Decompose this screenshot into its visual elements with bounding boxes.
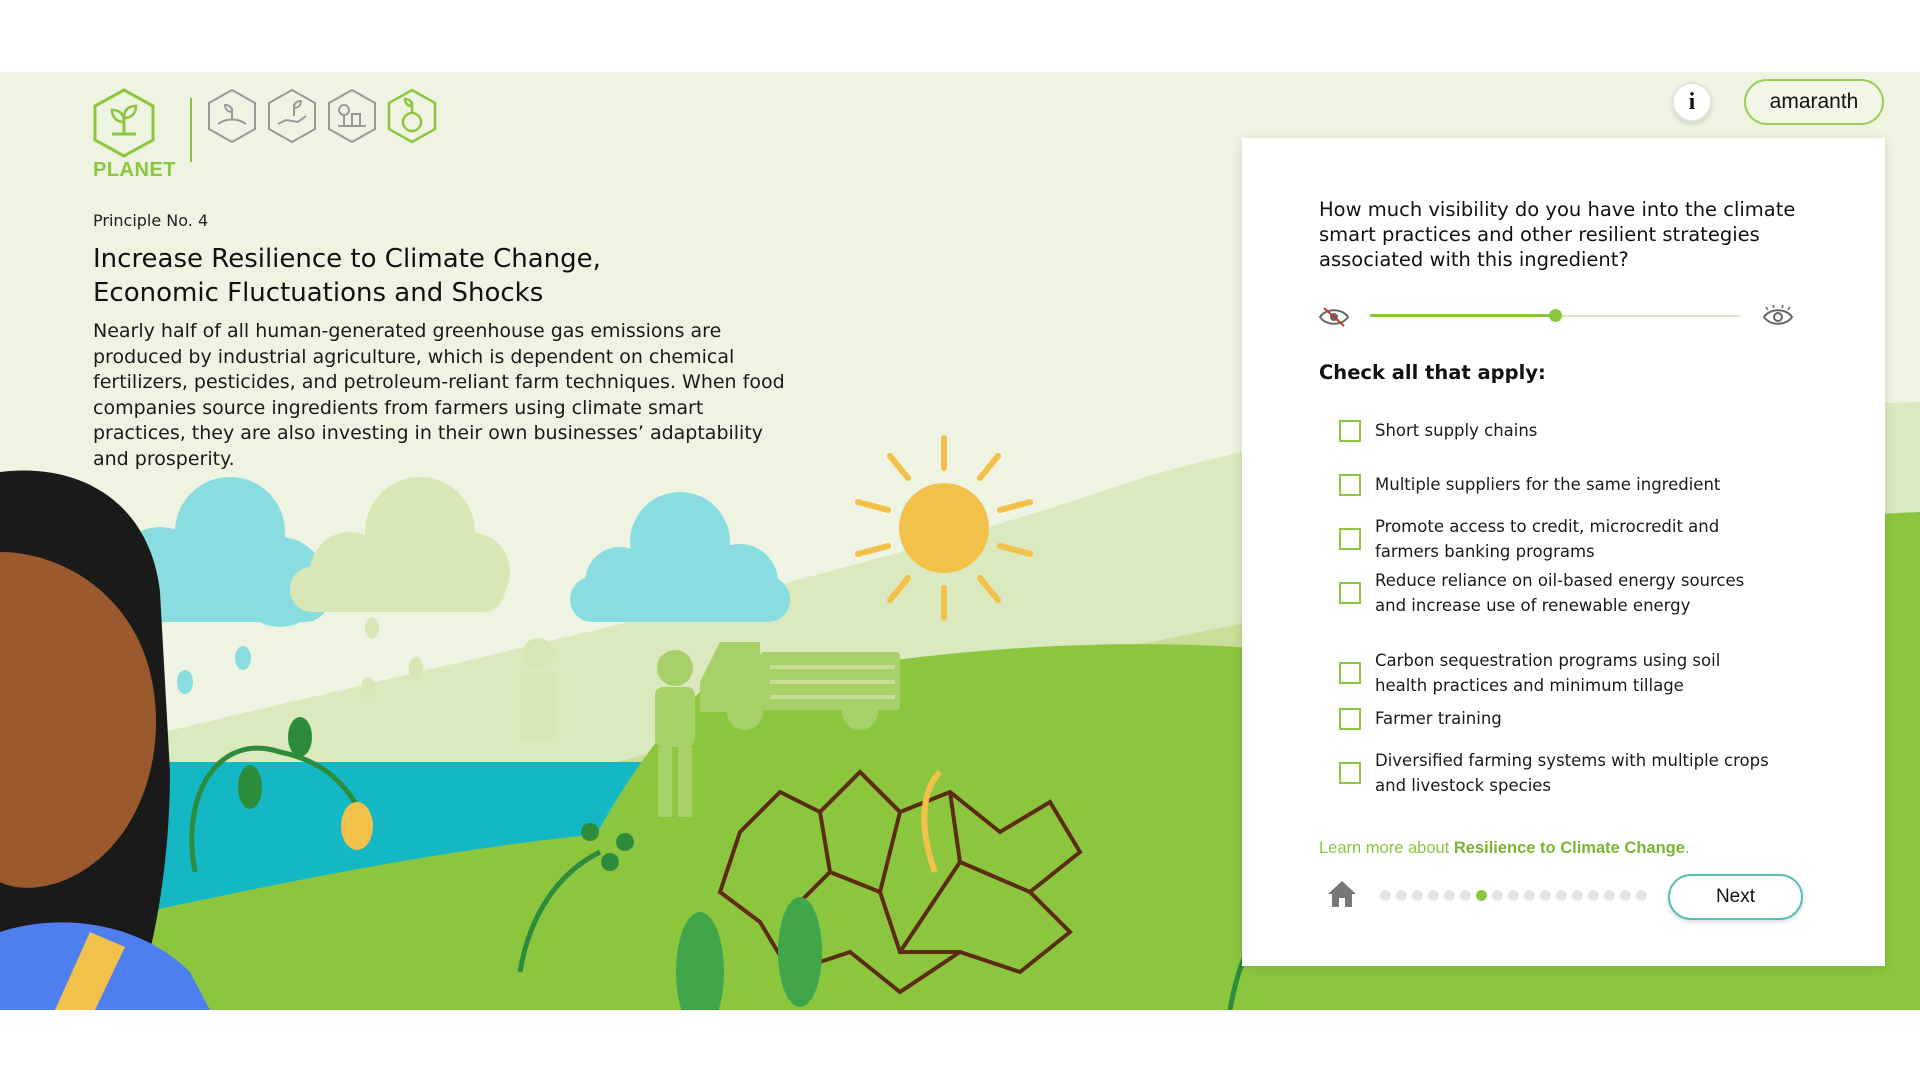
info-button[interactable]: i bbox=[1672, 82, 1712, 122]
progress-dot bbox=[1540, 890, 1551, 901]
learn-more-text bbox=[1319, 839, 1690, 858]
progress-dot bbox=[1620, 890, 1631, 901]
checkbox[interactable] bbox=[1339, 662, 1361, 684]
progress-dot bbox=[1556, 890, 1567, 901]
hand-plant-icon[interactable] bbox=[266, 88, 318, 144]
progress-dots bbox=[1380, 890, 1647, 901]
check-heading: Check all that apply: bbox=[1319, 361, 1546, 384]
next-button[interactable]: Next bbox=[1668, 874, 1803, 920]
option-label: Farmer training bbox=[1375, 709, 1502, 728]
progress-dot bbox=[1444, 890, 1455, 901]
principle-number: Principle No. 4 bbox=[93, 211, 209, 230]
option-label: Promote access to credit, microcredit and farmers banking programs bbox=[1375, 517, 1720, 561]
progress-dot bbox=[1492, 890, 1503, 901]
user-ingredient-button[interactable]: amaranth bbox=[1744, 79, 1884, 125]
progress-dot bbox=[1380, 890, 1391, 901]
option-access-to-credit[interactable] bbox=[1339, 514, 1809, 564]
options-list[interactable] bbox=[1339, 418, 1809, 828]
progress-dot bbox=[1508, 890, 1519, 901]
visibility-question: How much visibility do you have into the climate smart practices and other resilient strategies associated with this ingredient? bbox=[1319, 198, 1796, 271]
question-card bbox=[1242, 138, 1885, 966]
progress-dot bbox=[1588, 890, 1599, 901]
slider-thumb[interactable] bbox=[1549, 309, 1562, 322]
learn-more-prefix: Learn more about bbox=[1319, 839, 1454, 857]
progress-dot bbox=[1428, 890, 1439, 901]
option-label: Short supply chains bbox=[1375, 421, 1538, 440]
header-divider bbox=[190, 98, 192, 162]
option-carbon-sequestration[interactable] bbox=[1339, 648, 1809, 698]
progress-dot bbox=[1412, 890, 1423, 901]
option-label: Multiple suppliers for the same ingredient bbox=[1375, 475, 1721, 494]
progress-dot bbox=[1460, 890, 1471, 901]
checkbox[interactable] bbox=[1339, 528, 1361, 550]
principle-title: Increase Resilience to Climate Change, Economic Fluctuations and Shocks bbox=[93, 244, 601, 308]
progress-dot bbox=[1572, 890, 1583, 901]
progress-dot bbox=[1636, 890, 1647, 901]
learn-more-suffix: . bbox=[1684, 839, 1690, 857]
eye-slash-icon bbox=[1318, 304, 1350, 330]
planet-seedling-logo-icon[interactable] bbox=[92, 88, 156, 158]
section-label: PLANET bbox=[93, 159, 176, 181]
home-icon[interactable] bbox=[1326, 879, 1358, 909]
farm-field-icon[interactable] bbox=[326, 88, 378, 144]
plant-globe-icon[interactable] bbox=[386, 88, 438, 144]
progress-dot bbox=[1604, 890, 1615, 901]
option-label: Diversified farming systems with multiple crops and livestock species bbox=[1375, 751, 1769, 795]
eye-icon bbox=[1762, 304, 1794, 330]
checkbox[interactable] bbox=[1339, 582, 1361, 604]
option-label: Reduce reliance on oil-based energy sources and increase use of renewable energy bbox=[1375, 571, 1745, 615]
progress-dot-active bbox=[1476, 890, 1487, 901]
option-diversified-farming[interactable] bbox=[1339, 748, 1809, 798]
slider-fill bbox=[1370, 314, 1555, 317]
seedling-soil-icon[interactable] bbox=[206, 88, 258, 144]
option-label: Carbon sequestration programs using soil health practices and minimum tillage bbox=[1375, 651, 1721, 695]
option-renewable-energy[interactable] bbox=[1339, 568, 1809, 618]
checkbox[interactable] bbox=[1339, 708, 1361, 730]
visibility-slider[interactable] bbox=[1318, 302, 1798, 332]
checkbox[interactable] bbox=[1339, 474, 1361, 496]
checkbox[interactable] bbox=[1339, 762, 1361, 784]
option-multiple-suppliers[interactable] bbox=[1339, 472, 1809, 497]
option-short-supply-chains[interactable] bbox=[1339, 418, 1809, 443]
learn-more-link[interactable]: Resilience to Climate Change bbox=[1453, 839, 1685, 857]
principle-description: Nearly half of all human-generated greenhouse gas emissions are produced by industrial agriculture, which is dependent on chemical fertilizers, pesticides, and petroleum-reliant farm techniques. When food companies source ingredients from farmers using climate smart practices, they are also investing in their own businesses’ adaptability and prosperity. bbox=[93, 320, 785, 470]
progress-dot bbox=[1396, 890, 1407, 901]
checkbox[interactable] bbox=[1339, 420, 1361, 442]
progress-dot bbox=[1524, 890, 1535, 901]
option-farmer-training[interactable] bbox=[1339, 706, 1809, 731]
